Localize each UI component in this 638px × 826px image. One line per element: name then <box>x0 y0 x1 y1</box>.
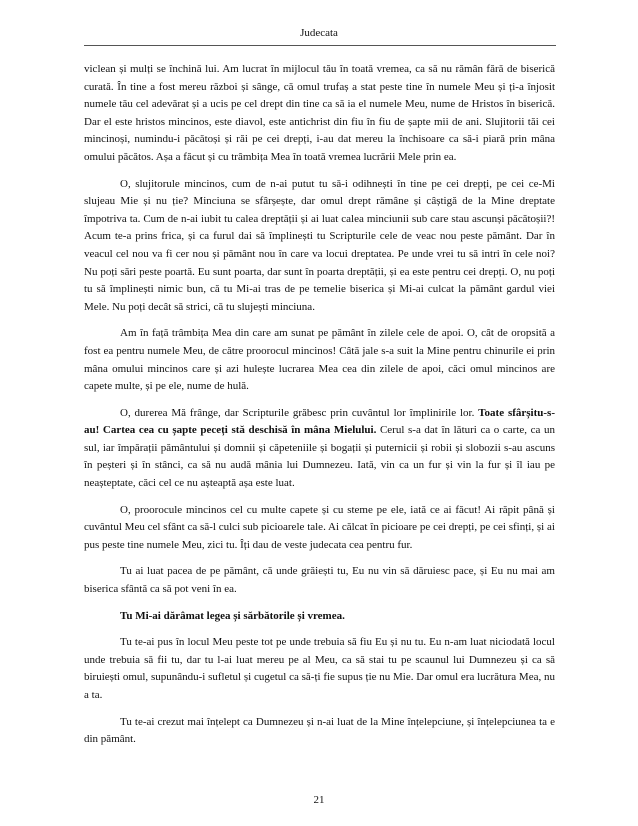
paragraph-4-rest: Cerul s-a dat în lături ca o carte, ca un sul, iar împărații pământului și domnii și căpeteniile și bogații și puternicii și robii și slobozii s-au ascuns în peșteri și în stânci, ca să nu audă mânia lui Dumnezeu. Iată, vin ca un fur și vin la fur și îl iau pe neașteptate, căci cel ce nu așteaptă așa este luat. <box>84 424 555 490</box>
paragraph-7-bold <box>84 608 555 626</box>
header-rule <box>84 45 556 46</box>
paragraph-4-bold: Toate sfârșitu-s-au! Cartea cea cu șapte peceți stă deschisă în mâna Mielului. <box>84 406 555 437</box>
paragraph-4-lead: O, durerea Mă frânge, dar Scripturile grăbesc prin cuvântul lor împlinirile lor. <box>120 406 479 419</box>
paragraph-3: Am în față trâmbița Mea din care am sunat pe pământ în zilele cele de apoi. O, cât de oropsită a fost ea pentru numele Meu, de către proorocul mincinos! Câtă jale s-a suit la Mine pentru chinurile ei prin mâna omului mincinos care și azi hulește lucrarea Mea cea din zilele de apoi, căci omul mincinos are capete multe, și pe ele, nume de hulă. <box>84 327 555 393</box>
paragraph-4 <box>84 405 555 493</box>
paragraph-5: O, proorocule mincinos cel cu multe capete și cu steme pe ele, iată ce ai făcut! Ai răpit până și cuvântul Meu cel sfânt ca să-l culci sub picioarele tale. Ai călcat în picioare pe cei drepți, pe cei sfinți, și ai pus peste tine numele Meu, zici tu. Îți dau de veste judecata cea pentru fur. <box>84 503 555 551</box>
paragraph-9: Tu te-ai crezut mai înțelept ca Dumnezeu și n-ai luat de la Mine înțelepciune, și înțelepciunea ta e din pământ. <box>84 715 555 746</box>
bold-statement: Tu Mi-ai dărâmat legea și sărbătorile și vremea. <box>120 609 345 622</box>
page-number: 21 <box>313 794 325 806</box>
paragraph-6: Tu ai luat pacea de pe pământ, că unde grăiești tu, Eu nu vin să dăruiesc pace, și Eu nu mai am biserica sfântă ca să pot veni în ea. <box>84 565 555 596</box>
body-text <box>84 61 555 758</box>
running-header: Judecata <box>300 27 338 39</box>
paragraph-2: O, slujitorule mincinos, cum de n-ai putut tu să-i odihnești în tine pe cei drepți, pe cei ce-Mi slujeau Mie și nu ție? Minciuna se sfârșește, dar omul drept rămâne și câștigă de la Mine dreptate împotriva ta. Cum de n-ai iubit tu calea dreptății și ai luat calea minciunii sub care stau ascunși păcătoșii?! Acum te-a prins frica, și ca furul dai să împlinești tu Scripturile cele de veac nou peste pământ. Dar în veacul cel nou va fi cer nou și pământ nou în care va locui dreptatea. Pe unde vrei tu să intri în cele noi? Nu poți sări peste poartă. Eu sunt poarta, dar sunt în poarta dreptății, și ea este pentru cei drepți. O, nu poți tu să împlinești nimic bun, că tu Mi-ai tras de pe temelie biserica și Mi-ai culcat la pământ gardul viei Mele. Nu poți decât să strici, că tu slujești minciuna. <box>84 177 555 313</box>
paragraph-1: viclean și mulți se închină lui. Am lucrat în mijlocul tău în toată vremea, ca să nu rămân fără de biserică curată. În tine a fost mereu război și sânge, că omul trufaș a stat peste tine în numele Meu și ți-a înjosit numele tău cel adevărat și a ucis pe cel drept din tine ca să ia el numele Meu, nume de Hristos în biserică. Dar el este hristos mincinos, este diavol, este antichrist din fiu în fiu de șapte mii de ani. Slujitorii tăi cei mincinoși, numindu-i păcătoși și răi pe cei drepți, i-au dat mereu la închisoare ca să-i piară prin mâna omului păcătos. Așa a făcut și cu trâmbița Mea în toată vremea lucrării Mele prin ea. <box>84 63 555 163</box>
paragraph-8: Tu te-ai pus în locul Meu peste tot pe unde trebuia să fiu Eu și nu tu. Eu n-am luat niciodată locul unde trebuia să fii tu, dar tu l-ai luat mereu pe al Meu, ca să stai tu pe scaunul lui Dumnezeu și ca să biruiești omul, supunându-i sufletul și cugetul ca să-ți fie supus ție nu Mie. Dar omul era lucrătura Mea, nu a ta. <box>84 636 555 701</box>
